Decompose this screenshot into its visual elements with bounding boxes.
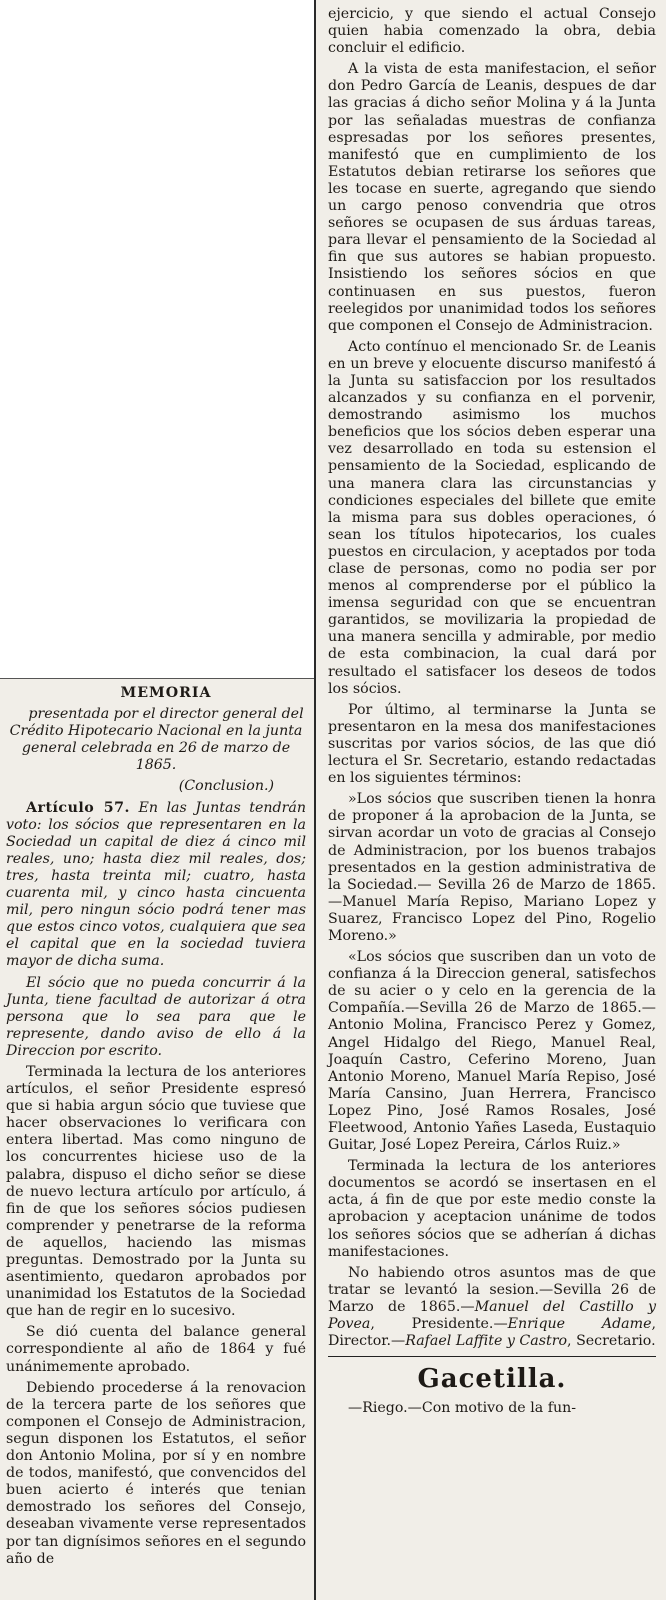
paragraph: Debiendo procederse á la renovacion de la tercera parte de los señores que componen el Consejo de Administracion, segun disponen los Estatutos, el señor don Antonio Molina, por sí y en nombre de todos, manifestó, que convencidos del buen acierto é interés que tenian demostrado los señores del Consejo, deseaban vivamente verse representados por tan dignísimos señores en el segundo año de — [6, 1379, 306, 1567]
signature-president: Manuel del Castillo y Povea — [328, 1298, 656, 1333]
article-text: En las Juntas tendrán voto: los sócios que representaren en la Sociedad un capital de diez á cinco mil reales, uno; hasta diez mil reales, dos; tres, hasta treinta mil; cuatro, hasta cuarenta mil, y cinco hasta cincuenta mil, pero ningun sócio podrá tener mas que estos cinco votos, cualquiera que sea el capital que en la sociedad tuviera mayor de dicha suma. — [6, 799, 306, 970]
quoted-manifest-2: «Los sócios que suscriben dan un voto de confianza á la Direccion general, satisfechos de su acier o y celo en la gerencia de la Compañía.—Sevilla 26 de Marzo de 1865.—Antonio Molina, Francisco Perez y Gomez, Angel Hidalgo del Riego, Manuel Real, Joaquín Castro, Ceferino Moreno, Juan Antonio Moreno, Manuel María Repiso, José María Cansino, Juan Herrera, Francisco Lopez Pino, José Ramos Rosales, José Fleetwood, Antonio Yañes Laseda, Eustaquio Guitar, José Lopez Pereira, Cárlos Ruiz.» — [328, 949, 656, 1154]
paragraph: A la vista de esta manifestacion, el señor don Pedro García de Leanis, despues de dar las gracias á dicho señor Molina y á la Junta por las señaladas muestras de confianza espresadas por los señores presentes, manifestó que en cumplimiento de los Estatutos debian retirarse los señores que les tocase en suerte, agregando que siendo un cargo penoso convendria que otros señores se ocupasen de sus árduas tareas, para llevar el pensamiento de la Sociedad al fin que sus autores se habian propuesto. Insistiendo los señores sócios en que continuasen en sus puestos, fueron reelegidos por unanimidad todos los señores que componen el Consejo de Administracion. — [328, 61, 656, 334]
signature-secretary: Rafael Laffite y Castro — [405, 1333, 568, 1350]
closing-paragraph — [328, 1265, 656, 1350]
paragraph: Por último, al terminarse la Junta se presentaron en la mesa dos manifestaciones suscritas por varios sócios, de las que dió lectura el Sr. Secretario, estando redactadas en los siguientes términos: — [328, 701, 656, 787]
signature-role: , Secretario. — [567, 1333, 656, 1350]
conclusion-note: (Conclusion.) — [178, 778, 274, 795]
memoria-title: MEMORIA — [120, 685, 212, 701]
article-label: Artículo 57. — [26, 799, 130, 816]
memoria-subtitle: presentada por el director general del Crédito Hipotecario Nacional en la junta general celebrada en 26 de marzo de 1865. — [9, 706, 304, 774]
paragraph: Terminada la lectura de los anteriores documentos se acordó se insertasen en el acta, á fin de que por este medio conste la aprobacion y aceptacion unánime de todos los señores sócios que se adherían á dichas manifestaciones. — [328, 1158, 656, 1260]
news-item-start: —Riego.—Con motivo de la fun- — [348, 1400, 577, 1417]
quoted-manifest-1: »Los sócios que suscriben tienen la honra de proponer á la aprobacion de la Junta, se sirvan acordar un voto de gracias al Consejo de Administracion, por los buenos trabajos presentados en la gestion administrativa de la Sociedad.— Sevilla 26 de Marzo de 1865.—Manuel María Repiso, Mariano Lopez y Suarez, Francisco Lopez del Pino, Rogelio Moreno.» — [328, 791, 656, 944]
memoria-column — [0, 678, 314, 1600]
section-divider — [328, 1356, 656, 1357]
article-text-2: El sócio que no pueda concurrir á la Junta, tiene facultad de autorizar á otra persona que lo sea para que le represente, dando aviso de ello á la Direccion por escrito. — [6, 974, 306, 1059]
paragraph: Terminada la lectura de los anteriores artículos, el señor Presidente espresó que si habia argun sócio que tuviese que hacer observaciones lo verificara con entera libertad. Mas como ninguno de los concurrentes hiciese uso de la palabra, dispuso el dicho señor se diese de nuevo lectura artículo por artículo, á fin de que los señores sócios pudiesen comprender y penetrarse de la reforma de aquellos, haciendo las mismas preguntas. Demostrado por la Junta su asentimiento, quedaron aprobados por unanimidad los Estatutos de la Sociedad que han de regir en lo sucesivo. — [6, 1063, 306, 1320]
article-57 — [6, 800, 306, 971]
signature-role: , Director.— — [328, 1316, 656, 1350]
continuation-column — [314, 0, 666, 1600]
closing-text: No habiendo otros asuntos mas de que tratar se levantó la sesion.—Sevilla 26 de Marzo de 1865.— — [328, 1264, 656, 1315]
paragraph: Se dió cuenta del balance general correspondiente al año de 1864 y fué unánimemente aprobado. — [6, 1324, 306, 1375]
section-heading: Gacetilla. — [417, 1364, 567, 1395]
paragraph: Acto contínuo el mencionado Sr. de Leanis en un breve y elocuente discurso manifestó á la Junta su satisfaccion por los resultados alcanzados y su confianza en el porvenir, demostrando asimismo los muchos beneficios que los sócios deben esperar una vez desarrollado en toda su estension el pensamiento de la Sociedad, esplicando de una manera clara las circunstancias y condiciones especiales del billete que emite la misma para sus dobles operaciones, ó sean los títulos hipotecarios, los cuales puestos en circulacion, y aceptados por toda clase de personas, como no podia ser por menos al comprenderse por el público la imensa seguridad con que se encuentran garantidos, se movilizaria la propiedad de una manera sencilla y admirable, por medio de esta combinacion, la cual dará por resultado el satisfacer los deseos de todos los sócios. — [328, 338, 656, 697]
signature-director: Enrique Adame — [507, 1316, 652, 1333]
signature-role: , Presidente.— — [370, 1316, 508, 1333]
paragraph: ejercicio, y que siendo el actual Consejo quien habia comenzado la obra, debia concluir el edificio. — [328, 6, 656, 57]
